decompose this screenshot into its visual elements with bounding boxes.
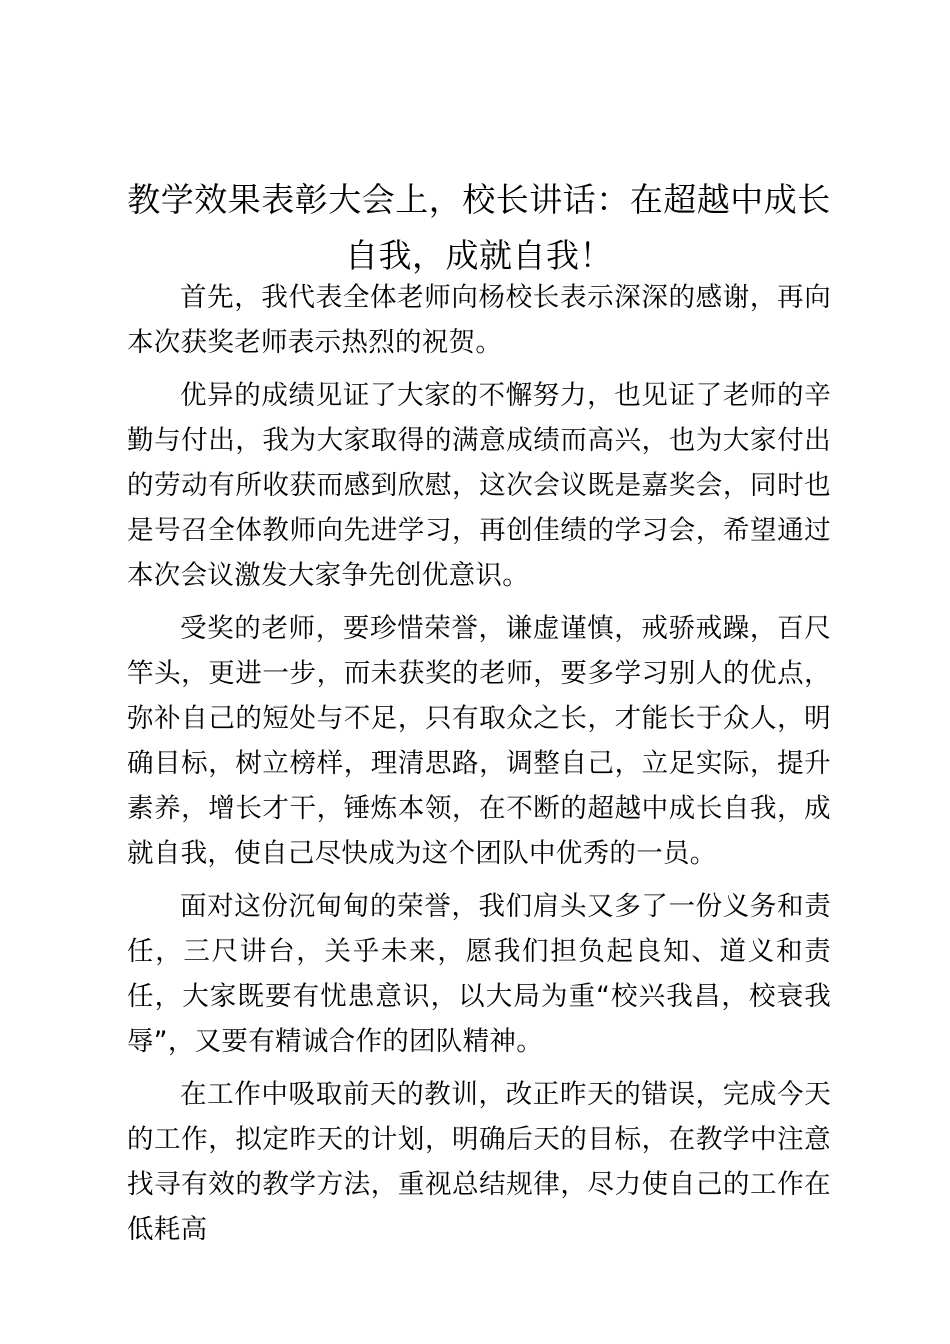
paragraph: 首先，我代表全体老师向杨校长表示深深的感谢，再向本次获奖老师表示热烈的祝贺。 xyxy=(127,282,831,358)
document-body xyxy=(127,275,831,1260)
document-title: 教学效果表彰大会上，校长讲话：在超越中成长自我，成就自我！ xyxy=(127,180,831,275)
paragraph: 面对这份沉甸甸的荣誉，我们肩头又多了一份义务和责任，三尺讲台，关乎未来，愿我们担负起良知、道义和责任，大家既要有忧患意识，以大局为重“校兴我昌，校衰我辱”，又要有精诚合作的团队精神。 xyxy=(127,891,831,1057)
paragraph: 在工作中吸取前天的教训，改正昨天的错误，完成今天的工作，拟定昨天的计划，明确后天的目标，在教学中注意找寻有效的教学方法，重视总结规律，尽力使自己的工作在低耗高 xyxy=(127,1079,831,1245)
paragraph: 受奖的老师，要珍惜荣誉，谦虚谨慎，戒骄戒躁，百尺竿头，更进一步，而未获奖的老师，要多学习别人的优点，弥补自己的短处与不足，只有取众之长，才能长于众人，明确目标，树立榜样，理清思路，调整自己，立足实际，提升素养，增长才干，锤炼本领，在不断的超越中成长自我，成就自我，使自己尽快成为这个团队中优秀的一员。 xyxy=(127,613,831,869)
paragraph: 优异的成绩见证了大家的不懈努力，也见证了老师的辛勤与付出，我为大家取得的满意成绩而高兴，也为大家付出的劳动有所收获而感到欣慰，这次会议既是嘉奖会，同时也是号召全体教师向先进学习，再创佳绩的学习会，希望通过本次会议激发大家争先创优意识。 xyxy=(127,380,831,591)
